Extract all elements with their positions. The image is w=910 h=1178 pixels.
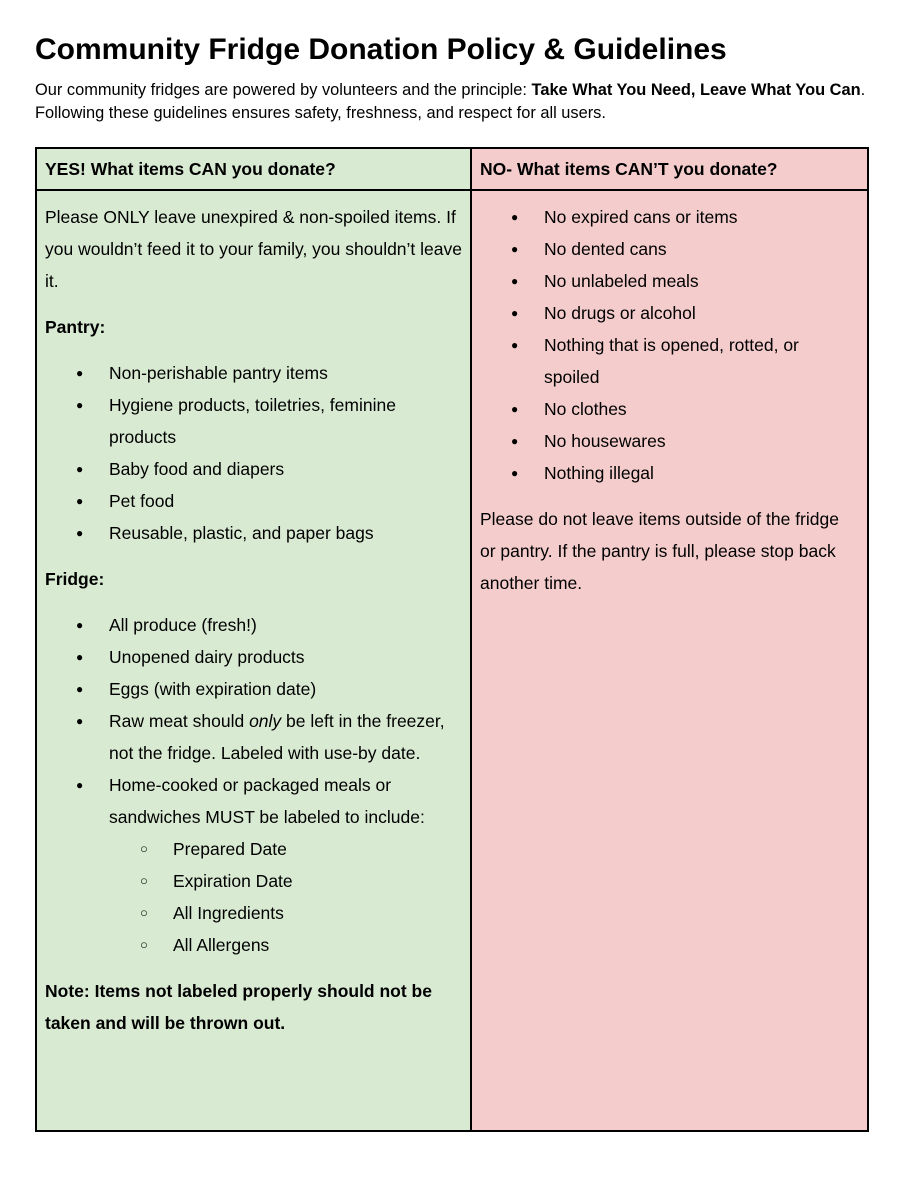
list-item: ● No drugs or alcohol: [544, 297, 859, 329]
list-item: ● All produce (fresh!): [109, 609, 462, 641]
pantry-heading-colon: :: [99, 317, 106, 337]
list-item: ● Hygiene products, toiletries, feminine products: [109, 389, 462, 453]
table-header-row: [36, 148, 868, 190]
pantry-heading-label: Pantry: [45, 317, 100, 337]
sub-list-item: ○ All Allergens: [173, 929, 462, 961]
yes-intro-text: Please ONLY leave unexpired & non-spoiled items. If you wouldn’t feed it to your family, you shouldn’t leave it.: [45, 207, 462, 291]
list-item: ● Reusable, plastic, and paper bags: [109, 517, 462, 549]
no-column-header: NO- What items CAN’T you donate?: [471, 148, 868, 190]
raw-meat-text-start: Raw meat should: [109, 711, 250, 731]
meal-label-list: [109, 833, 462, 961]
raw-meat-text-end: be left in the freezer, not the fridge. Labeled with use-by date.: [109, 711, 445, 763]
donation-policy-table: [35, 147, 869, 1132]
list-item: ● No expired cans or items: [544, 201, 859, 233]
list-item: ● Nothing that is opened, rotted, or spoiled: [544, 329, 859, 393]
intro-text-start: Our community fridges are powered by volunteers and the principle:: [35, 81, 532, 99]
list-item: ● No housewares: [544, 425, 859, 457]
table-body-row: [36, 190, 868, 1131]
labeling-note: Note: Items not labeled properly should not be taken and will be thrown out.: [45, 981, 432, 1033]
list-item: ● Pet food: [109, 485, 462, 517]
no-column-cell: [471, 190, 868, 1131]
prohibited-items-list: [480, 201, 859, 489]
pantry-heading: [45, 311, 462, 343]
pantry-list: [45, 357, 462, 549]
fridge-heading: Fridge:: [45, 569, 105, 589]
list-item-raw-meat: [109, 705, 462, 769]
list-item: ● No dented cans: [544, 233, 859, 265]
list-item: ● Baby food and diapers: [109, 453, 462, 485]
yes-column-cell: [36, 190, 471, 1131]
intro-paragraph: [35, 79, 875, 125]
list-item-meals: [109, 769, 462, 961]
raw-meat-emphasis: only: [249, 711, 282, 731]
list-item: ● Eggs (with expiration date): [109, 673, 462, 705]
pantry-full-notice: Please do not leave items outside of the fridge or pantry. If the pantry is full, please stop back another time.: [480, 509, 839, 593]
intro-text-end: . Following these guidelines ensures safety, freshness, and respect for all users.: [35, 81, 866, 122]
list-item: ● Unopened dairy products: [109, 641, 462, 673]
meals-text: Home-cooked or packaged meals or sandwiches MUST be labeled to include:: [109, 775, 425, 827]
intro-principle: Take What You Need, Leave What You Can: [531, 81, 861, 99]
list-item: ● No unlabeled meals: [544, 265, 859, 297]
list-item: ● Nothing illegal: [544, 457, 859, 489]
sub-list-item: ○ All Ingredients: [173, 897, 462, 929]
fridge-list: [45, 609, 462, 961]
sub-list-item: ○ Expiration Date: [173, 865, 462, 897]
list-item: ● Non-perishable pantry items: [109, 357, 462, 389]
sub-list-item: ○ Prepared Date: [173, 833, 462, 865]
page-title: Community Fridge Donation Policy & Guidelines: [35, 33, 727, 66]
list-item: ● No clothes: [544, 393, 859, 425]
yes-column-header: YES! What items CAN you donate?: [36, 148, 471, 190]
